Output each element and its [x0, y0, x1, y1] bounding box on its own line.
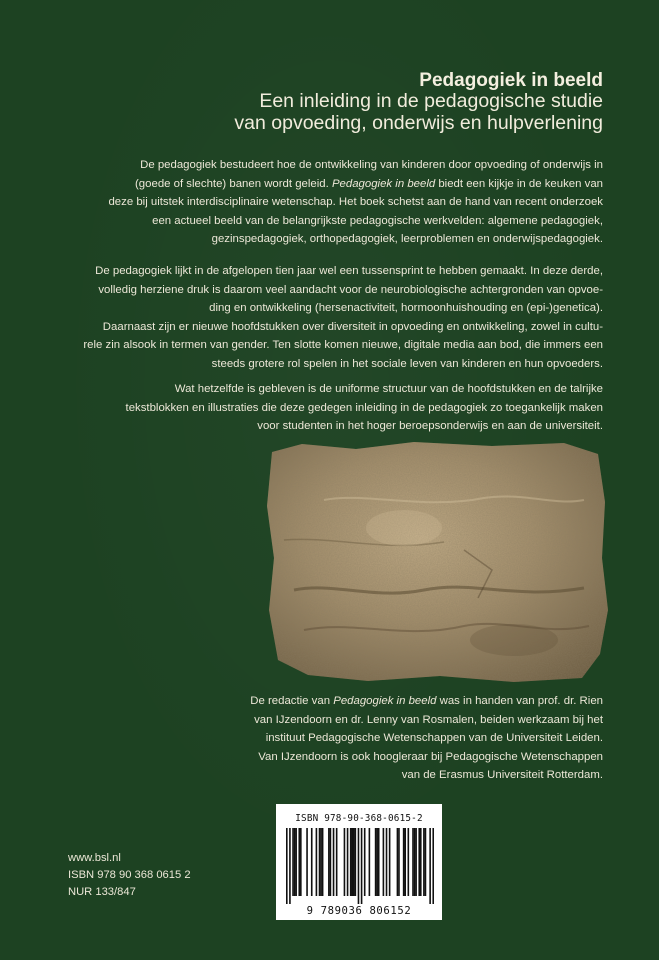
barcode-bar [350, 828, 352, 896]
editors-text: De redactie van [250, 695, 334, 707]
barcode-bar [386, 828, 388, 896]
barcode-bar [378, 828, 380, 896]
blurb-paragraph-2 [75, 262, 603, 373]
blurb-line: De pedagogiek lijkt in de afgelopen tien jaar wel een tussensprint te hebben gemaakt. In deze derde, [95, 265, 603, 277]
blurb-text: biedt een kijkje in de keuken van [435, 177, 603, 190]
barcode-bar [420, 828, 422, 896]
editors-text: was in handen van prof. dr. Rien [436, 695, 603, 707]
barcode-bar [403, 828, 405, 896]
editors-note [243, 692, 603, 785]
barcode-bar [306, 828, 308, 896]
barcode-bar [311, 828, 313, 896]
barcode-bar [415, 828, 417, 896]
blurb-line [75, 175, 603, 194]
barcode-bar [404, 828, 406, 896]
publisher-website: www.bsl.nl [68, 852, 121, 864]
publisher-imprint [68, 850, 191, 900]
ean13-barcode-icon [286, 828, 434, 904]
barcode-bar [355, 828, 357, 896]
book-title-italic: Pedagogiek in beeld [333, 695, 437, 707]
editors-line: van de Erasmus Universiteit Rotterdam. [401, 769, 603, 782]
blurb-line: De pedagogiek bestudeert hoe de ontwikkeling van kinderen door opvoeding of onderwijs in [140, 159, 603, 171]
barcode-bar [298, 828, 300, 896]
barcode-bar [397, 828, 399, 896]
barcode-bar [344, 828, 346, 896]
barcode-digits: 9 789036 806152 [306, 905, 412, 917]
blurb-line: tekstblokken en illustraties die deze gedegen inleiding in de pedagogiek zo toegankelijk maken [125, 401, 603, 414]
barcode-bar [336, 828, 338, 896]
barcode-bar [319, 828, 321, 896]
imprint-nur: NUR 133/847 [68, 885, 136, 898]
blurb-line: Wat hetzelfde is gebleven is de uniforme structuur van de hoofdstukken en de talrijke [174, 383, 603, 395]
barcode-bar [347, 828, 349, 896]
blurb-line: gezinspedagogiek, orthopedagogiek, leerproblemen en onderwijspedagogiek. [211, 233, 603, 246]
barcode-bar [295, 828, 297, 896]
editors-line: van IJzendoorn en dr. Lenny van Rosmalen, beiden werkzaam bij het [254, 713, 603, 726]
barcode-bar [369, 828, 371, 896]
barcode-bar [286, 828, 288, 904]
barcode-bar [425, 828, 427, 896]
title-block [83, 70, 603, 135]
blurb-line: voor studenten in het hoger beroepsonderwijs en aan de universiteit. [257, 420, 603, 433]
barcode-bar [322, 828, 324, 896]
stone-tablet-image [264, 440, 609, 686]
book-title-italic: Pedagogiek in beeld [331, 177, 436, 190]
barcode-bar [361, 828, 363, 904]
barcode-bar [383, 828, 385, 896]
barcode-bar [376, 828, 378, 896]
editors-line: instituut Pedagogische Wetenschappen van de Universiteit Leiden. [265, 732, 603, 745]
blurb-line: steeds grotere rol spelen in het sociale leven van kinderen en hun opvoeders. [211, 357, 603, 370]
barcode-bar [300, 828, 302, 896]
blurb-line: een actueel beeld van de belangrijkste pedagogische werkvelden: algemene pedagogiek, [152, 214, 603, 227]
barcode-bar [316, 828, 318, 896]
blurb-line: deze bij uitstek interdisciplinaire wetenschap. Het boek schetst aan de hand van recent onderzoek [108, 196, 603, 209]
book-subtitle-line-1: Een inleiding in de pedagogische studie [259, 90, 603, 113]
book-title: Pedagogiek in beeld [419, 70, 603, 91]
blurb-line: ding en ontwikkeling (hersenactiviteit, hormoonhuishouding en (epi-)genetica). [209, 302, 603, 315]
barcode-bar [429, 828, 431, 904]
barcode-bar [353, 828, 355, 896]
barcode-panel [276, 804, 442, 920]
barcode-bar [412, 828, 414, 896]
barcode-bar [358, 828, 360, 904]
barcode-bar [292, 828, 294, 896]
barcode-bar [328, 828, 330, 896]
blurb-paragraph-1 [75, 156, 603, 249]
blurb-line: Daarnaast zijn er nieuwe hoofdstukken over diversiteit in opvoeding en ontwikkeling, zowel in cultu- [102, 320, 603, 333]
barcode-bar [389, 828, 391, 896]
barcode-bar [364, 828, 366, 896]
blurb-paragraph-3 [75, 380, 603, 436]
barcode-bar [351, 828, 353, 896]
blurb-text: (goede of slechte) banen wordt geleid. [135, 177, 332, 190]
barcode-bar [330, 828, 332, 896]
blurb-line: volledig herziene druk is daarom veel aandacht voor de neurobiologische achtergronden van opvoe- [98, 283, 603, 296]
barcode-bar [375, 828, 377, 896]
barcode-bar [333, 828, 335, 896]
barcode-bar [320, 828, 322, 896]
barcode-bar [414, 828, 416, 896]
imprint-isbn: ISBN 978 90 368 0615 2 [68, 868, 191, 881]
barcode-bar [423, 828, 425, 896]
barcode-bar [408, 828, 410, 896]
barcode-bar [418, 828, 420, 896]
book-subtitle-line-2: van opvoeding, onderwijs en hulpverlening [234, 112, 603, 135]
editors-line [243, 692, 603, 711]
editors-line: Van IJzendoorn is ook hoogleraar bij Pedagogische Wetenschappen [258, 750, 603, 763]
barcode-bar [432, 828, 434, 904]
blurb-line: rele zin alsook in termen van gender. Ten slotte komen nieuwe, digitale media aan bod, die immers een [83, 339, 603, 352]
barcode-isbn-label: ISBN 978-90-368-0615-2 [295, 813, 423, 824]
barcode-bar [289, 828, 291, 904]
barcode-bar [398, 828, 400, 896]
stone-tablet-photo [264, 440, 609, 686]
barcode-bar [294, 828, 296, 896]
